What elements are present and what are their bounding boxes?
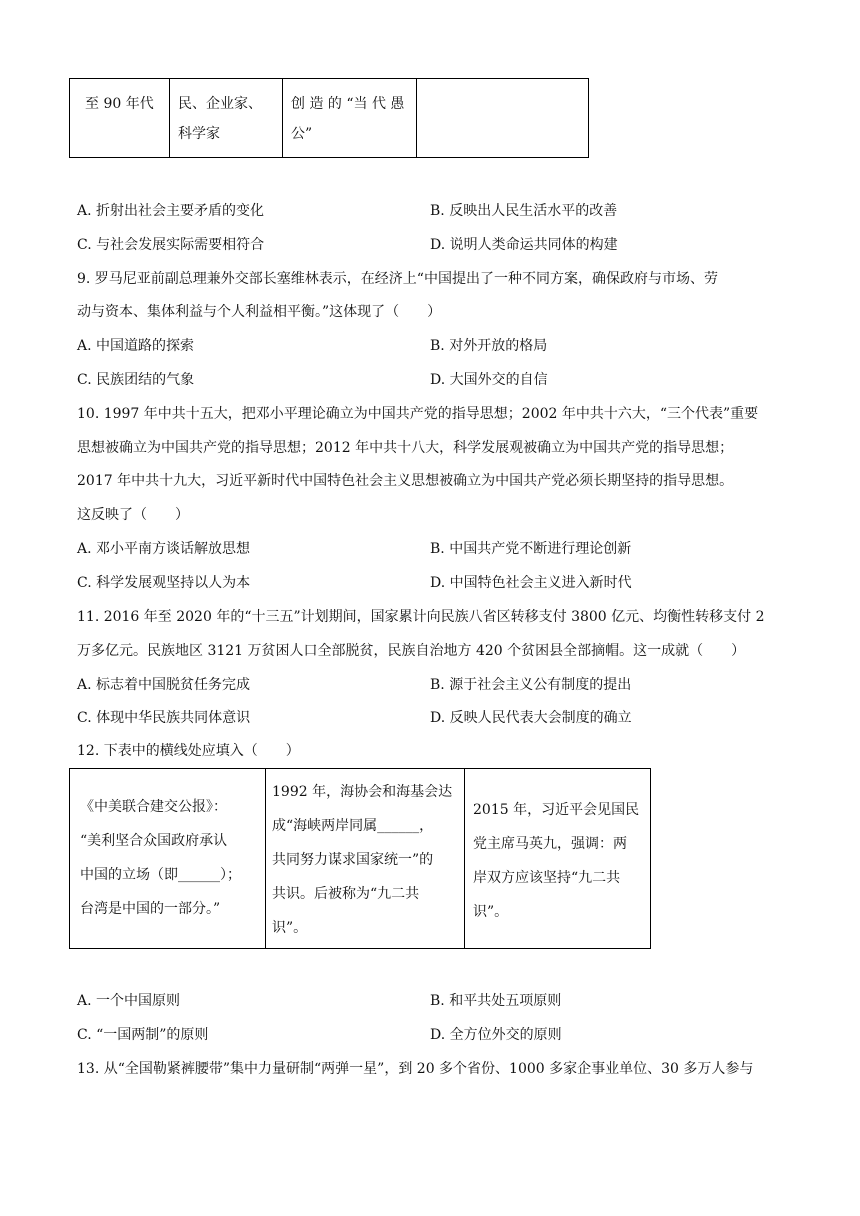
q11-option-b: B. 源于社会主义公有制度的提出 [430,677,632,693]
q12-stem: 12. 下表中的横线处应填入（ ） [77,743,300,759]
top-table-col-4 [417,79,588,157]
q9-option-d: D. 大国外交的自信 [430,372,548,388]
q11-option-c: C. 体现中华民族共同体意识 [77,710,251,726]
q12-col2-line-2: 成“海峡两岸同属______， [272,818,434,834]
q10-stem-line-1: 10. 1997 年中共十五大，把邓小平理论确立为中国共产党的指导思想；2002 年中共十六大，“三个代表”重要 [77,406,759,422]
q12-col3-line-4: 识”。 [473,904,509,920]
q9-option-a: A. 中国道路的探索 [77,338,195,354]
q12-col2-line-1: 1992 年，海协会和海基会达 [272,784,453,800]
q10-option-a: A. 邓小平南方谈话解放思想 [77,541,251,557]
top-table-cell-2-line-1: 民、企业家、 [178,96,262,112]
q12-col2-line-4: 共识。后被称为“九二共 [272,886,420,902]
top-table [69,78,589,158]
q9-stem-line-2: 动与资本、集体利益与个人利益相平衡。”这体现了（ ） [77,304,442,320]
top-table-cell-1: 至 90 年代 [85,96,154,112]
q9-option-b: B. 对外开放的格局 [430,338,548,354]
q9-option-c: C. 民族团结的气象 [77,372,195,388]
q10-stem-line-4: 这反映了（ ） [77,507,189,523]
q9-stem-line-1: 9. 罗马尼亚前副总理兼外交部长塞维林表示，在经济上“中国提出了一种不同方案，确保政府与市场、劳 [77,271,718,287]
q8-option-b: B. 反映出人民生活水平的改善 [430,203,618,219]
q12-option-b: B. 和平共处五项原则 [430,993,562,1009]
top-table-col-1 [70,79,170,157]
q10-option-c: C. 科学发展观坚持以人为本 [77,575,251,591]
top-table-col-3 [283,79,417,157]
top-table-cell-3-line-1: 创 造 的 “当 代 愚 [291,96,405,112]
q12-col1-line-3: 中国的立场（即______）； [80,867,241,883]
q12-col3-line-2: 党主席马英九，强调：两 [473,836,627,852]
q12-table-col-1 [70,769,266,948]
q8-option-d: D. 说明人类命运共同体的构建 [430,237,618,253]
q12-col3-line-3: 岸双方应该坚持“九二共 [473,870,621,886]
q11-option-d: D. 反映人民代表大会制度的确立 [430,710,632,726]
q12-col3-line-1: 2015 年，习近平会见国民 [473,802,640,818]
top-table-cell-2-line-2: 科学家 [178,126,220,142]
q12-table [69,768,651,949]
q12-col1-line-4: 台湾是中国的一部分。” [80,901,221,917]
q10-stem-line-3: 2017 年中共十九大，习近平新时代中国特色社会主义思想被确立为中国共产党必须长期坚持的指导思想。 [77,473,734,489]
q11-option-a: A. 标志着中国脱贫任务完成 [77,677,251,693]
q12-table-col-3 [465,769,650,948]
q11-stem-line-1: 11. 2016 年至 2020 年的“十三五”计划期间，国家累计向民族八省区转移支付 3800 亿元、均衡性转移支付 2 [77,609,765,625]
q10-option-d: D. 中国特色社会主义进入新时代 [430,575,632,591]
q11-stem-line-2: 万多亿元。民族地区 3121 万贫困人口全部脱贫，民族自治地方 420 个贫困县全部摘帽。这一成就（ ） [77,643,746,659]
top-table-cell-3-line-2: 公” [291,126,313,142]
q8-option-a: A. 折射出社会主要矛盾的变化 [77,203,265,219]
q12-col2-line-5: 识”。 [272,920,308,936]
q12-option-d: D. 全方位外交的原则 [430,1027,562,1043]
q10-stem-line-2: 思想被确立为中国共产党的指导思想；2012 年中共十八大，科学发展观被确立为中国共产党的指导思想； [77,440,734,456]
q12-option-c: C. “一国两制”的原则 [77,1027,209,1043]
q10-option-b: B. 中国共产党不断进行理论创新 [430,541,632,557]
q12-col2-line-3: 共同努力谋求国家统一”的 [272,852,434,868]
q12-option-a: A. 一个中国原则 [77,993,181,1009]
top-table-col-2 [170,79,283,157]
q12-col1-line-1: 《中美联合建交公报》： [80,799,227,815]
q12-table-col-2 [266,769,465,948]
q8-option-c: C. 与社会发展实际需要相符合 [77,237,265,253]
q12-col1-line-2: “美利坚合众国政府承认 [80,833,228,849]
q13-stem-line-1: 13. 从“全国勒紧裤腰带”集中力量研制“两弹一星”，到 20 多个省份、1000 多家企事业单位、30 多万人参与 [77,1061,754,1077]
